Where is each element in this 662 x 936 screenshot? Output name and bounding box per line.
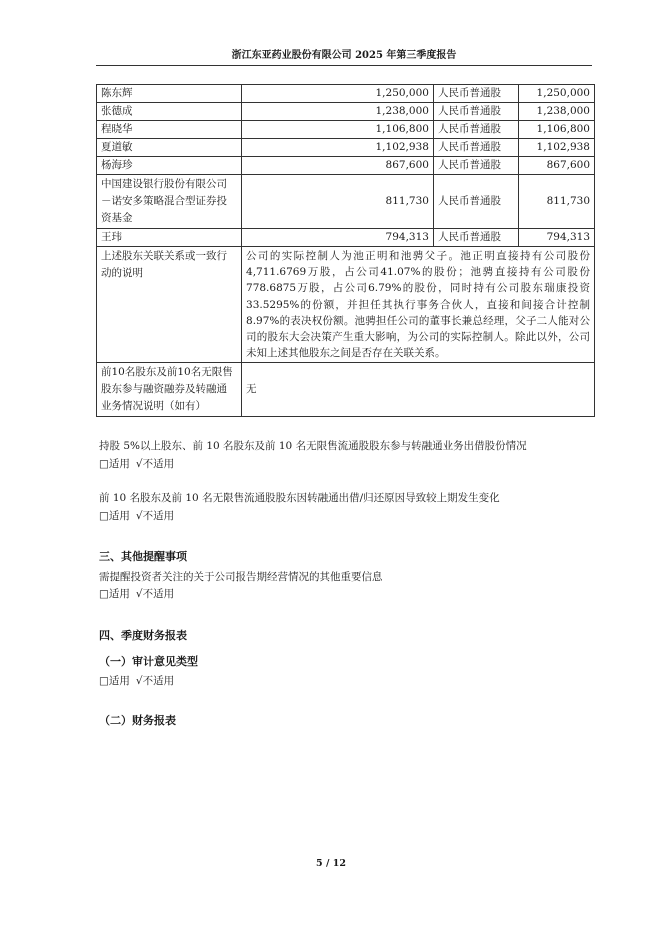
shares-count: 794,313 xyxy=(242,229,434,247)
not-applicable-checkbox[interactable]: √不适用 xyxy=(135,588,175,600)
share-quantity: 867,600 xyxy=(519,157,595,175)
shares-count: 1,102,938 xyxy=(242,139,434,157)
section-4-1-options xyxy=(99,673,180,688)
table-row xyxy=(97,157,595,175)
margin-note-label: 前10名股东及前10名无限售股东参与融资融券及转融通业务情况说明（如有） xyxy=(97,363,242,417)
section-4-1-heading: （一）审计意见类型 xyxy=(99,655,198,668)
table-row xyxy=(97,121,595,139)
relation-note-row xyxy=(97,247,595,363)
share-type: 人民币普通股 xyxy=(433,229,518,247)
share-type: 人民币普通股 xyxy=(433,85,518,103)
share-type: 人民币普通股 xyxy=(433,175,518,229)
change-options xyxy=(99,508,180,523)
section-3-heading: 三、其他提醒事项 xyxy=(99,550,187,563)
applicable-checkbox[interactable]: □适用 xyxy=(99,510,130,522)
margin-note-text: 无 xyxy=(242,363,595,417)
lending-options xyxy=(99,456,180,471)
not-applicable-checkbox[interactable]: √不适用 xyxy=(135,458,175,470)
not-applicable-checkbox[interactable]: √不适用 xyxy=(135,675,175,687)
shares-count: 867,600 xyxy=(242,157,434,175)
relation-note-text: 公司的实际控制人为池正明和池骋父子。池正明直接持有公司股份4,711.6769万股，占公司41.07%的股份；池骋直接持有公司股份778.6875万股，占公司6.79%的股份，同时持有公司股东瑞康投资33.5295%的份额，并担任其执行事务合伙人，直接和间接合计控制8.97%的表决权份额。池骋担任公司的董事长兼总经理，父子二人能对公司的股东大会决策产生重大影响，为公司的实际控制人。除此以外，公司未知上述其他股东之间是否存在关联关系。 xyxy=(242,247,595,363)
share-type: 人民币普通股 xyxy=(433,121,518,139)
shares-count: 1,106,800 xyxy=(242,121,434,139)
section-3-options xyxy=(99,586,180,601)
page-number: 5 / 12 xyxy=(316,858,346,869)
share-quantity: 811,730 xyxy=(519,175,595,229)
table-row xyxy=(97,229,595,247)
section-4-heading: 四、季度财务报表 xyxy=(99,629,187,642)
shareholder-name: 陈东辉 xyxy=(97,85,242,103)
not-applicable-checkbox[interactable]: √不适用 xyxy=(135,510,175,522)
share-quantity: 1,102,938 xyxy=(519,139,595,157)
applicable-checkbox[interactable]: □适用 xyxy=(99,675,130,687)
table-row xyxy=(97,175,595,229)
share-quantity: 1,106,800 xyxy=(519,121,595,139)
section-4-2-heading: （二）财务报表 xyxy=(99,714,176,727)
margin-note-row xyxy=(97,363,595,417)
shares-count: 811,730 xyxy=(242,175,434,229)
shareholder-table xyxy=(96,84,595,417)
section-3-text: 需提醒投资者关注的关于公司报告期经营情况的其他重要信息 xyxy=(99,571,383,583)
lending-title: 持股 5%以上股东、前 10 名股东及前 10 名无限售流通股股东参与转融通业务出借股份情况 xyxy=(99,440,527,452)
relation-note-label: 上述股东关联关系或一致行动的说明 xyxy=(97,247,242,363)
change-title: 前 10 名股东及前 10 名无限售流通股股东因转融通出借/归还原因导致较上期发生变化 xyxy=(99,492,500,504)
share-quantity: 1,250,000 xyxy=(519,85,595,103)
applicable-checkbox[interactable]: □适用 xyxy=(99,588,130,600)
shareholder-name: 中国建设银行股份有限公司－诺安多策略混合型证券投资基金 xyxy=(97,175,242,229)
shareholder-name: 杨海珍 xyxy=(97,157,242,175)
share-quantity: 1,238,000 xyxy=(519,103,595,121)
shareholder-name: 程晓华 xyxy=(97,121,242,139)
page-header: 浙江东亚药业股份有限公司 2025 年第三季度报告 xyxy=(96,46,592,66)
share-type: 人民币普通股 xyxy=(433,157,518,175)
table-row xyxy=(97,103,595,121)
shareholder-name: 张德成 xyxy=(97,103,242,121)
table-row xyxy=(97,139,595,157)
shares-count: 1,238,000 xyxy=(242,103,434,121)
table-row xyxy=(97,85,595,103)
share-type: 人民币普通股 xyxy=(433,139,518,157)
shareholder-name: 王玮 xyxy=(97,229,242,247)
applicable-checkbox[interactable]: □适用 xyxy=(99,458,130,470)
shares-count: 1,250,000 xyxy=(242,85,434,103)
shareholder-name: 夏道敏 xyxy=(97,139,242,157)
share-quantity: 794,313 xyxy=(519,229,595,247)
share-type: 人民币普通股 xyxy=(433,103,518,121)
